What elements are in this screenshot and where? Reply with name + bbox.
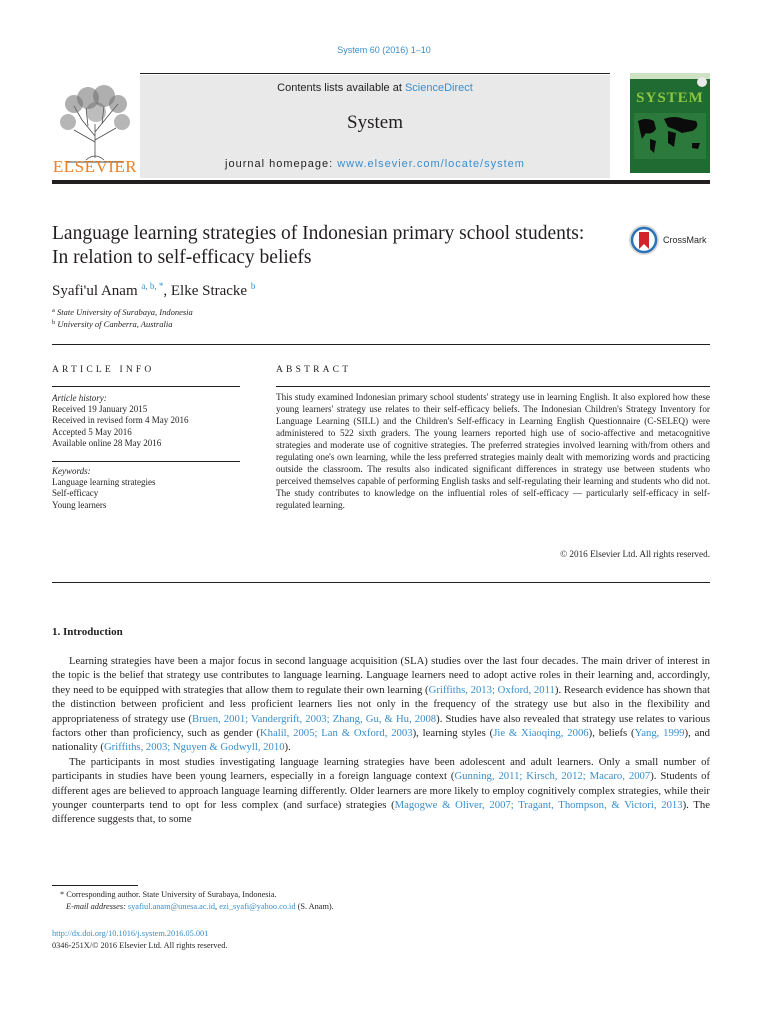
email-suffix: (S. Anam). — [295, 902, 334, 911]
elsevier-logo — [52, 80, 138, 178]
crossmark-icon — [628, 224, 660, 256]
footnote-rule — [52, 885, 138, 886]
history-item: Received 19 January 2015 — [52, 404, 148, 415]
email-link[interactable]: ezi_syafi@yahoo.co.id — [219, 902, 296, 911]
citation-link[interactable]: Magogwe & Oliver, 2007; Tragant, Thompson, & Victori, 2013 — [394, 799, 683, 812]
keyword-item: Self-efficacy — [52, 488, 99, 499]
publisher-wordmark: ELSEVIER — [52, 157, 138, 176]
journal-citation[interactable]: System 60 (2016) 1–10 — [337, 45, 431, 55]
history-item: Received in revised form 4 May 2016 — [52, 415, 189, 426]
history-label: Article history: — [52, 393, 107, 403]
keywords — [52, 466, 242, 511]
affiliation-text: University of Canberra, Australia — [57, 319, 173, 329]
journal-name: System — [347, 112, 403, 133]
history-item: Accepted 5 May 2016 — [52, 426, 132, 437]
homepage-link[interactable]: www.elsevier.com/locate/system — [337, 158, 525, 170]
abstract-copyright: © 2016 Elsevier Ltd. All rights reserved. — [560, 549, 710, 559]
citation-link[interactable]: Khalil, 2005; Lan & Oxford, 2003 — [259, 727, 413, 740]
article-title: Language learning strategies of Indonesian primary school students: In relation to self-efficacy beliefs — [52, 223, 585, 268]
text-run: The participants in most studies investigating language learning strategies have been adolescent and adult learners. Only a small number of participants in studies have been young learners, especially in a foreign language context ( — [52, 755, 710, 783]
text-run: ). The difference suggests that, to some — [52, 799, 710, 826]
crossmark-label: CrossMark — [663, 235, 707, 245]
author-affiliation-marks[interactable]: b — [250, 281, 256, 291]
world-map-icon — [634, 113, 706, 159]
corresponding-author-note: * Corresponding author. State University of Surabaya, Indonesia. — [60, 890, 277, 899]
author-name: Syafi'ul Anam — [52, 283, 138, 299]
affiliation-line — [52, 307, 193, 317]
footnote — [52, 889, 710, 913]
cover-title: SYSTEM — [636, 90, 704, 106]
contents-line — [140, 82, 610, 94]
paragraph — [52, 654, 710, 755]
author-separator: , — [163, 283, 171, 299]
email-separator: , — [215, 902, 220, 911]
divider — [52, 344, 710, 345]
keyword-item: Young learners — [52, 499, 107, 510]
citation-link[interactable]: Gunning, 2011; Kirsch, 2012; Macaro, 2007 — [454, 770, 651, 783]
text-run: ), and nationality ( — [52, 727, 711, 754]
header-bottom-rule — [52, 180, 710, 184]
abstract-heading: ABSTRACT — [276, 365, 352, 375]
divider — [52, 582, 710, 583]
doi-block — [52, 928, 227, 951]
author-affiliation-marks[interactable]: a, b, * — [141, 281, 164, 291]
crossmark-button[interactable] — [628, 227, 718, 257]
paragraph — [52, 755, 710, 827]
homepage-line — [140, 158, 610, 170]
article-history — [52, 393, 242, 449]
issn-line: 0346-251X/© 2016 Elsevier Ltd. All rights reserved. — [52, 940, 228, 950]
email-label: E-mail addresses: — [66, 902, 126, 911]
body-text — [52, 654, 710, 827]
sciencedirect-link[interactable]: ScienceDirect — [404, 82, 473, 94]
history-item: Available online 28 May 2016 — [52, 437, 162, 448]
text-run: ), beliefs ( — [588, 727, 635, 740]
author-name: Elke Stracke — [170, 283, 248, 299]
journal-cover-image[interactable] — [630, 73, 710, 173]
citation-link[interactable]: Bruen, 2001; Vandergrift, 2003; Zhang, Gu, & Hu, 2008 — [191, 712, 437, 725]
text-run: ). Students of different ages are believed to approach language learning differently. Older learners are more likely to employ cognitively complex strategies, while their younger counterparts tend to opt for less complex (and surface) strategies ( — [52, 770, 711, 812]
email-line — [52, 901, 710, 913]
citation-link[interactable]: Yang, 1999 — [634, 727, 685, 740]
citation-link[interactable]: Griffiths, 2013; Oxford, 2011 — [428, 683, 555, 696]
text-run: ). Studies have also revealed that strategy use relates to various factors other than proficiency, such as gender ( — [52, 712, 711, 740]
header-top-rule — [140, 73, 610, 74]
divider — [52, 386, 240, 387]
divider — [276, 386, 710, 387]
article-info-heading: ARTICLE INFO — [52, 365, 155, 375]
text-run: ). — [284, 741, 291, 754]
text-run: ), learning styles ( — [412, 727, 494, 740]
abstract-text: This study examined Indonesian primary school students' strategy use in learning English. It also explored how these young learners' strategy use relates to their self-efficacy beliefs. The Indonesian Children's Strategy Inventory for Language Learning (SILL) and the Children's Self-efficacy in Learning English Questionnaire (C-SELEQ) were administered to 522 sixth graders. The young learners reported high use of socio-affective and metacognitive strategies and moderate use of cognitive strategies. The preferred strategies involved learning with/from others and regulating one's own learning, while the less preferred strategies mainly dealt with memorizing words and practicing outside the classroom. The results also indicated significant differences in strategy use between students who perceived themselves capable of performing English tasks and self-regulating their learning and students who did not. The study contributes to knowledge on the influential roles of self-efficacy — particularly self-efficacy in self-regulated learning. — [276, 392, 710, 510]
divider — [52, 461, 240, 462]
section-heading: 1. Introduction — [52, 626, 123, 638]
text-run: Learning strategies have been a major focus in second language acquisition (SLA) studies over the last four decades. The main driver of interest in the topic is the belief that strategy use contributes to language learning. Language learners need to adopt active roles in their learning and, accordingly, they need to be equipped with strategies that allow them to regulate their own learning ( — [52, 655, 710, 696]
cover-badge-icon — [697, 77, 707, 87]
author-list — [52, 281, 255, 300]
keywords-label: Keywords: — [52, 466, 91, 476]
email-link[interactable]: syafiul.anam@unesa.ac.id — [127, 902, 216, 911]
citation-link[interactable]: Griffiths, 2003; Nguyen & Godwyll, 2010 — [103, 741, 285, 754]
homepage-prefix: journal homepage: — [225, 158, 338, 170]
affiliation-mark: b — [52, 319, 56, 326]
affiliation-line — [52, 319, 172, 329]
text-run: ). Research evidence has shown that the distinction between proficient and less proficient learners lies not only in the frequency of the strategy use but also in the flexibility and appropriateness of strategy use ( — [52, 683, 710, 725]
affiliation-text: State University of Surabaya, Indonesia — [57, 307, 193, 317]
contents-prefix: Contents lists available at — [277, 82, 405, 94]
citation-link[interactable]: Jie & Xiaoqing, 2006 — [493, 727, 589, 740]
doi-link[interactable]: http://dx.doi.org/10.1016/j.system.2016.05.001 — [52, 929, 209, 938]
keyword-item: Language learning strategies — [52, 477, 156, 488]
affiliation-mark: a — [52, 307, 55, 314]
